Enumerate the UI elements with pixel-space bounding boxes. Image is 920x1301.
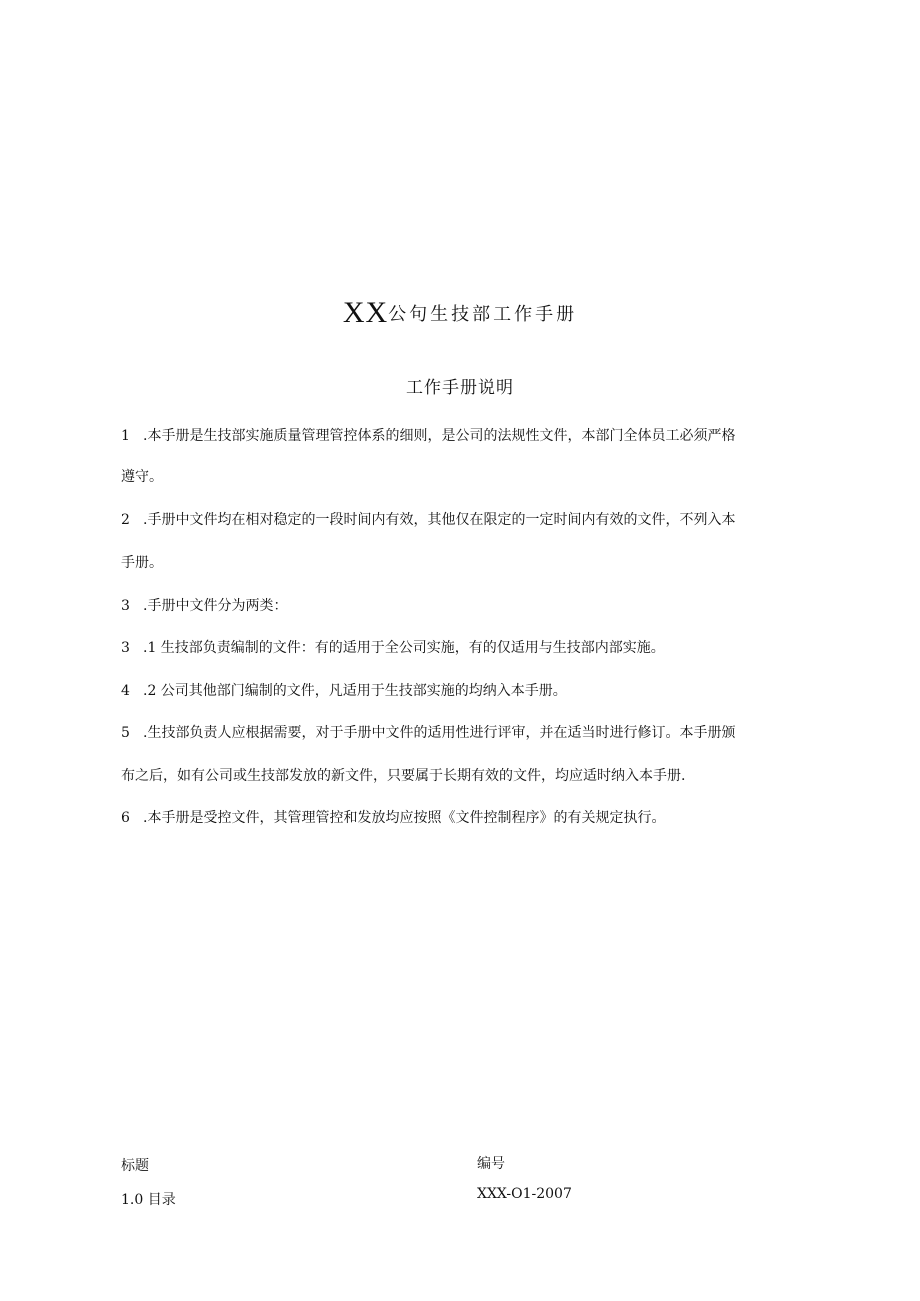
- footer-title-value: 1.0 目录: [121, 1192, 176, 1208]
- item-1-number: 1: [121, 428, 130, 444]
- item-1-line-1: [121, 425, 801, 445]
- item-6-text: .本手册是受控文件，其管理管控和发放均应按照《文件控制程序》的有关规定执行。: [143, 810, 666, 826]
- item-2-line-2: 手册。: [121, 555, 163, 571]
- title-prefix: XX: [342, 296, 389, 329]
- item-3-1-number: 3: [121, 640, 130, 656]
- item-2-text: .手册中文件均在相对稳定的一段时间内有效，其他仅在限定的一定时间内有效的文件，不列入本: [143, 512, 736, 528]
- item-3-line-1: [121, 595, 801, 615]
- item-1-text: .本手册是生技部实施质量管理管控体系的细则，是公司的法规性文件，本部门全体员工必须严格: [143, 428, 736, 444]
- item-2-number: 2: [121, 512, 130, 528]
- title-text: 公句生技部工作手册: [388, 304, 578, 325]
- item-3-1-line-1: [121, 637, 801, 657]
- item-5-number: 5: [121, 725, 130, 741]
- document-title: [0, 296, 920, 330]
- item-3-1-text: .1 生技部负责编制的文件：有的适用于全公司实施，有的仅适用与生技部内部实施。: [143, 640, 665, 656]
- item-5-text: .生技部负责人应根据需要，对于手册中文件的适用性进行评审，并在适当时进行修订。本手册颁: [143, 725, 736, 741]
- item-5-line-1: [121, 722, 801, 742]
- item-5-line-2: 布之后，如有公司或生技部发放的新文件，只要属于长期有效的文件，均应适时纳入本手册.: [121, 768, 686, 784]
- footer-number-value: XXX-O1-2007: [477, 1186, 572, 1202]
- item-1-line-2: 遵守。: [121, 469, 163, 485]
- footer-number-label: 编号: [477, 1156, 505, 1172]
- item-4-text: .2 公司其他部门编制的文件，凡适用于生技部实施的均纳入本手册。: [143, 683, 567, 699]
- item-6-number: 6: [121, 810, 130, 826]
- item-6-line-1: [121, 807, 801, 827]
- item-3-number: 3: [121, 598, 130, 614]
- item-2-line-1: [121, 509, 801, 529]
- document-subtitle: 工作手册说明: [406, 378, 514, 398]
- item-4-line-1: [121, 680, 801, 700]
- footer-title-label: 标题: [121, 1158, 149, 1174]
- item-4-number: 4: [121, 683, 130, 699]
- item-3-text: .手册中文件分为两类：: [143, 598, 288, 614]
